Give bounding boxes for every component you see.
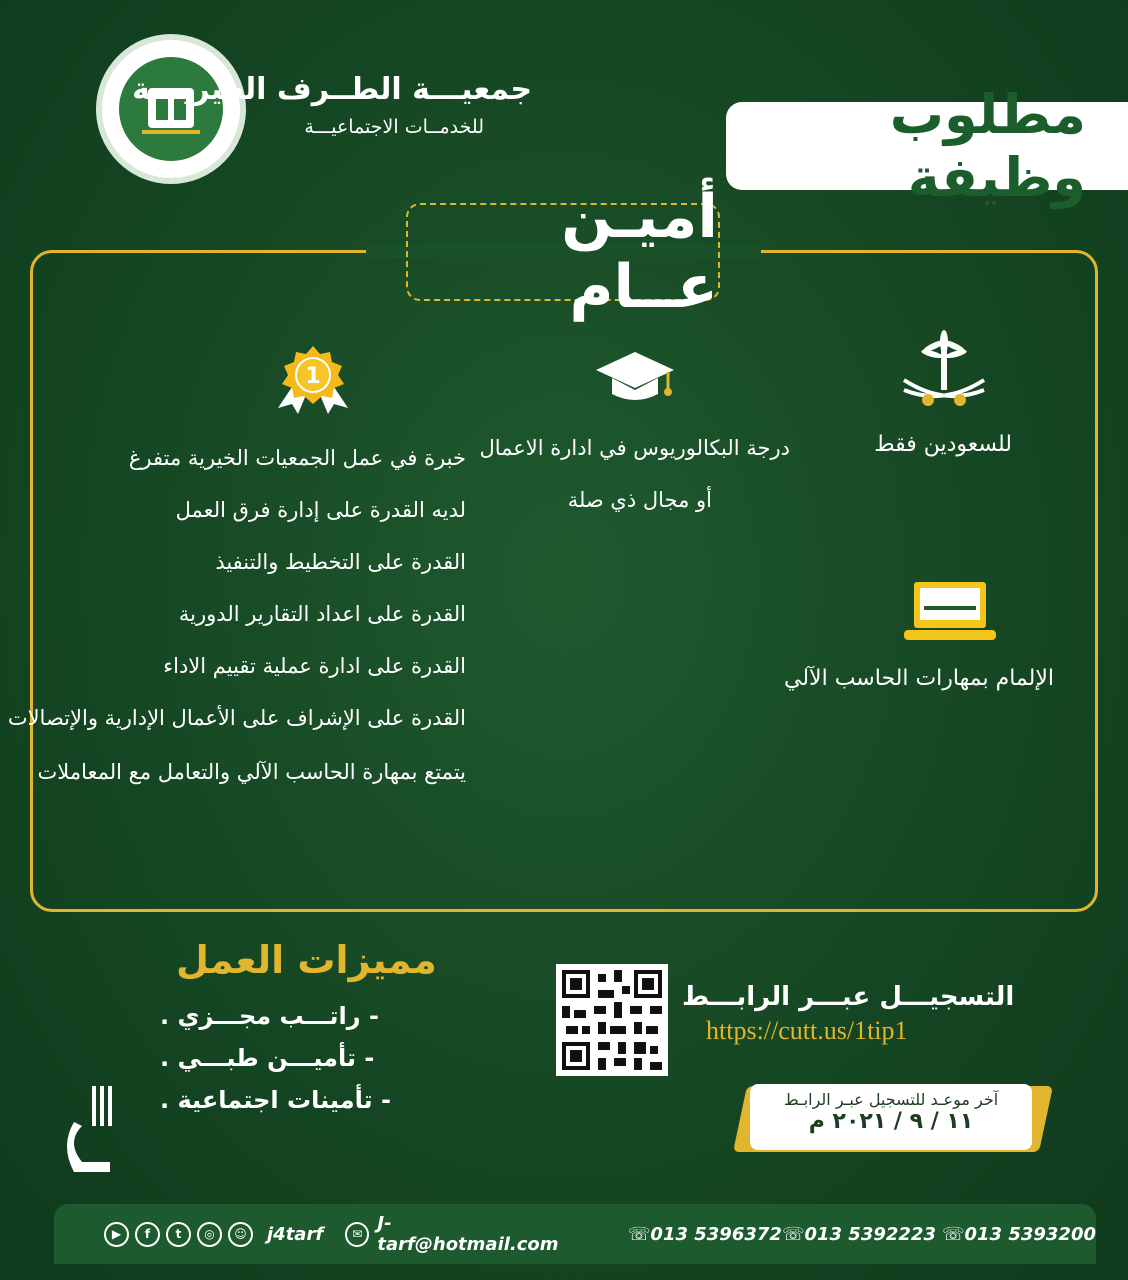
phone-number[interactable]: ☏ 013 5392223 [781,1223,936,1245]
org-subtitle: للخدمــات الاجتماعيـــة [304,116,484,138]
badge-number: 1 [305,364,321,389]
deadline-date: ١١ / ٩ / ٢٠٢١ م [808,1109,974,1134]
deadline-label: آخر موعـد للتسجيل عبـر الرابـط [783,1090,999,1109]
email-address[interactable]: J-tarf@hotmail.com [377,1213,559,1255]
email-icon: ✉ [345,1222,369,1247]
job-title: أميـن عــام [406,203,720,301]
phone-icon: ☏ [781,1223,805,1245]
qr-code[interactable] [556,964,668,1076]
org-name: جمعيـــة الطــرف الخيريـــة [132,72,532,107]
registration-label: التسجيـــل عبـــر الرابـــط [682,982,1015,1012]
features-title: مميزات العمل [176,938,437,982]
facebook-icon[interactable]: f [135,1222,160,1247]
feature-item: - تأميـــن طبـــي . [160,1044,375,1072]
nationality-requirement: للسعودين فقط [874,432,1012,457]
requirement-item: يتمتع بمهارة الحاسب الآلي والتعامل مع المعاملات [37,760,466,784]
deadline-box [750,1084,1032,1150]
twitter-icon[interactable]: t [166,1222,191,1247]
registration-link[interactable]: https://cutt.us/1tip1 [706,1016,908,1045]
job-wanted-banner: مطلوب وظيفة [726,102,1128,190]
email-contact[interactable] [345,1213,566,1255]
org-emblem-icon [115,53,227,165]
feature-item: - تأمينات اجتماعية . [160,1086,391,1114]
requirement-item: القدرة على التخطيط والتنفيذ [215,550,466,574]
phone-list [628,1224,1096,1245]
social-handle[interactable]: j4tarf [267,1223,324,1245]
phone-icon: ☏ [941,1223,965,1245]
graduation-cap-icon [594,348,676,410]
feature-item: - راتـــب مجـــزي . [160,1002,379,1030]
phone-number[interactable]: ☏ 013 5393200 [941,1223,1096,1245]
phone-number[interactable]: ☏ 013 5396372 [627,1223,782,1245]
snapchat-icon[interactable]: ☺ [228,1222,253,1247]
computer-requirement: الإلمام بمهارات الحاسب الآلي [784,666,1054,691]
degree-requirement: درجة البكالوريوس في ادارة الاعمال [479,436,790,460]
youtube-icon[interactable]: ▶ [104,1222,129,1247]
requirement-item: القدرة على ادارة عملية تقييم الاداء [163,654,466,678]
social-links [104,1222,323,1247]
phone-icon: ☏ [627,1223,651,1245]
org-logo [96,34,246,184]
requirement-item: لديه القدرة على إدارة فرق العمل [175,498,466,522]
requirement-item: القدرة على اعداد التقارير الدورية [178,602,466,626]
degree-alternative: أو مجال ذي صلة [567,488,712,512]
saudi-emblem-icon [898,328,990,418]
contact-footer [54,1204,1096,1264]
requirement-item: القدرة على الإشراف على الأعمال الإدارية والإتصالات [7,706,466,730]
award-badge-icon [272,344,354,418]
laptop-icon [902,578,998,648]
requirement-item: خبرة في عمل الجمعيات الخيرية متفرغ [128,446,466,470]
instagram-icon[interactable]: ◎ [197,1222,222,1247]
brand-mark-icon [64,1082,124,1176]
